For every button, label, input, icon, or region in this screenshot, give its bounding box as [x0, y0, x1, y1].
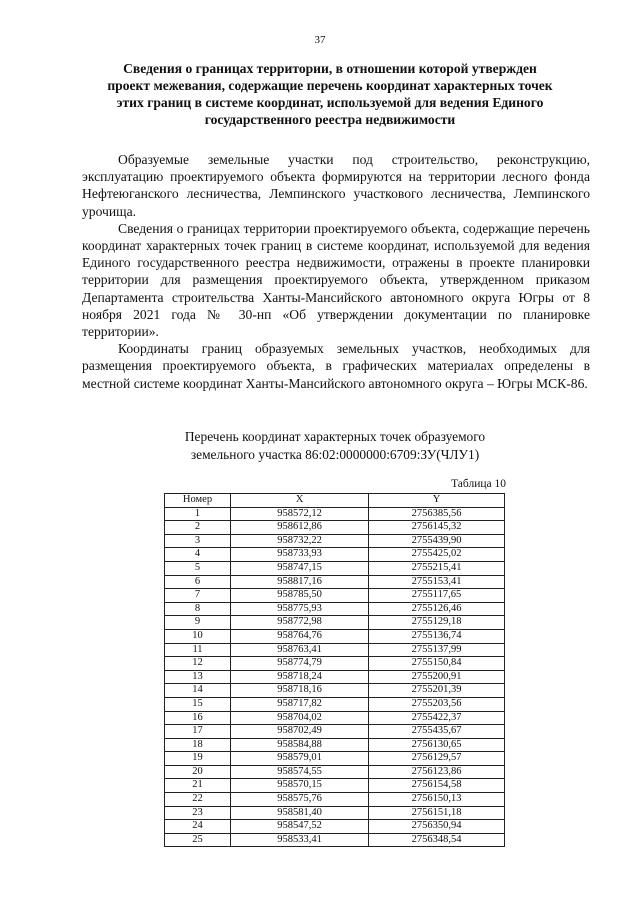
document-title: [70, 60, 590, 128]
table-row: [165, 548, 505, 562]
cell-x: 958718,24: [231, 670, 369, 684]
cell-y: 2756348,54: [369, 833, 505, 847]
table-row: [165, 684, 505, 698]
table-row: [165, 616, 505, 630]
cell-number: 6: [165, 575, 231, 589]
cell-x: 958764,76: [231, 629, 369, 643]
cell-y: 2755153,41: [369, 575, 505, 589]
table-header-row: [165, 494, 505, 508]
cell-number: 8: [165, 602, 231, 616]
cell-y: 2755137,99: [369, 643, 505, 657]
table-row: [165, 670, 505, 684]
cell-y: 2756145,32: [369, 521, 505, 535]
cell-x: 958547,52: [231, 820, 369, 834]
cell-x: 958570,15: [231, 779, 369, 793]
cell-y: 2756130,65: [369, 738, 505, 752]
title-line: этих границ в системе координат, используемой для ведения Единого: [116, 95, 544, 110]
cell-number: 5: [165, 561, 231, 575]
cell-number: 16: [165, 711, 231, 725]
table-row: [165, 657, 505, 671]
cell-x: 958702,49: [231, 725, 369, 739]
table-row: [165, 643, 505, 657]
cell-number: 21: [165, 779, 231, 793]
cell-x: 958775,93: [231, 602, 369, 616]
table-row: [165, 833, 505, 847]
cell-y: 2756385,56: [369, 507, 505, 521]
cell-y: 2755439,90: [369, 534, 505, 548]
caption-line: Перечень координат характерных точек образуемого: [184, 429, 486, 444]
cell-x: 958774,79: [231, 657, 369, 671]
table-row: [165, 507, 505, 521]
cell-x: 958612,86: [231, 521, 369, 535]
cell-number: 4: [165, 548, 231, 562]
cell-y: 2756123,86: [369, 765, 505, 779]
table-row: [165, 752, 505, 766]
cell-x: 958733,93: [231, 548, 369, 562]
cell-x: 958579,01: [231, 752, 369, 766]
table-body: [165, 507, 505, 847]
cell-number: 3: [165, 534, 231, 548]
cell-number: 25: [165, 833, 231, 847]
table-row: [165, 629, 505, 643]
cell-y: 2755136,74: [369, 629, 505, 643]
title-line: государственного реестра недвижимости: [204, 112, 456, 127]
caption-line: земельного участка 86:02:0000000:6709:ЗУ(ЧЛУ1): [190, 446, 480, 462]
cell-number: 19: [165, 752, 231, 766]
cell-x: 958747,15: [231, 561, 369, 575]
header-x: X: [231, 494, 369, 508]
cell-y: 2755129,18: [369, 616, 505, 630]
cell-x: 958575,76: [231, 793, 369, 807]
table-row: [165, 725, 505, 739]
table-row: [165, 793, 505, 807]
cell-x: 958581,40: [231, 806, 369, 820]
table-row: [165, 765, 505, 779]
cell-y: 2755200,91: [369, 670, 505, 684]
cell-y: 2755435,67: [369, 725, 505, 739]
cell-number: 11: [165, 643, 231, 657]
cell-number: 23: [165, 806, 231, 820]
table-row: [165, 575, 505, 589]
page-number: 37: [314, 34, 326, 46]
cell-x: 958732,22: [231, 534, 369, 548]
cell-y: 2755215,41: [369, 561, 505, 575]
table-row: [165, 521, 505, 535]
table-row: [165, 820, 505, 834]
table-caption: [140, 428, 530, 463]
cell-number: 17: [165, 725, 231, 739]
table-row: [165, 711, 505, 725]
cell-y: 2756350,94: [369, 820, 505, 834]
cell-x: 958533,41: [231, 833, 369, 847]
table-row: [165, 561, 505, 575]
paragraph-boundary-info: Сведения о границах территории проектируемого объекта, содержащие перечень координат характерных точек границ в системе координат, используемой для ведения Единого государственного реестра недвижимости, отражены в проекте планировки территории для размещения проектируемого объекта, утвержденном приказом Департамента строительства Ханты-Мансийского автономного округа Югры от 8 ноября 2021 года № 30-нп «Об утверждении документации по планировке территории».: [82, 220, 590, 340]
cell-x: 958584,88: [231, 738, 369, 752]
table-row: [165, 779, 505, 793]
table-row: [165, 602, 505, 616]
table-row: [165, 697, 505, 711]
cell-number: 9: [165, 616, 231, 630]
cell-y: 2755425,02: [369, 548, 505, 562]
cell-y: 2756154,58: [369, 779, 505, 793]
cell-x: 958572,12: [231, 507, 369, 521]
cell-x: 958717,82: [231, 697, 369, 711]
paragraph-coordinate-system: Координаты границ образуемых земельных участков, необходимых для размещения проектируемого объекта, в графических материалах определены в местной системе координат Ханты-Мансийского автономного округа – Югры МСК-86.: [82, 341, 590, 391]
cell-number: 20: [165, 765, 231, 779]
table-row: [165, 806, 505, 820]
cell-number: 24: [165, 820, 231, 834]
cell-y: 2756129,57: [369, 752, 505, 766]
paragraph-land-plots: Образуемые земельные участки под строительство, реконструкцию, эксплуатацию проектируемого объекта формируются на территории лесного фонда Нефтеюганского лесничества, Лемпинского участкового лесничества, Лемпинского урочища.: [82, 152, 590, 219]
cell-number: 7: [165, 589, 231, 603]
table-label: Таблица 10: [451, 478, 506, 490]
cell-number: 22: [165, 793, 231, 807]
cell-x: 958817,16: [231, 575, 369, 589]
cell-number: 1: [165, 507, 231, 521]
title-line: Сведения о границах территории, в отношении которой утвержден: [123, 61, 537, 76]
cell-x: 958785,50: [231, 589, 369, 603]
cell-y: 2756151,18: [369, 806, 505, 820]
cell-number: 18: [165, 738, 231, 752]
cell-y: 2755201,39: [369, 684, 505, 698]
cell-y: 2755203,56: [369, 697, 505, 711]
cell-x: 958574,55: [231, 765, 369, 779]
cell-x: 958763,41: [231, 643, 369, 657]
cell-number: 2: [165, 521, 231, 535]
cell-y: 2755150,84: [369, 657, 505, 671]
cell-number: 15: [165, 697, 231, 711]
cell-x: 958718,16: [231, 684, 369, 698]
cell-number: 10: [165, 629, 231, 643]
body-text: [82, 151, 590, 392]
table-row: [165, 534, 505, 548]
coordinates-table: [164, 493, 505, 847]
cell-y: 2755422,37: [369, 711, 505, 725]
table-row: [165, 738, 505, 752]
header-number: Номер: [165, 494, 231, 508]
cell-y: 2755117,65: [369, 589, 505, 603]
cell-number: 13: [165, 670, 231, 684]
table-row: [165, 589, 505, 603]
cell-x: 958772,98: [231, 616, 369, 630]
cell-y: 2756150,13: [369, 793, 505, 807]
cell-number: 12: [165, 657, 231, 671]
cell-y: 2755126,46: [369, 602, 505, 616]
title-line: проект межевания, содержащие перечень координат характерных точек: [107, 78, 553, 93]
header-y: Y: [369, 494, 505, 508]
cell-number: 14: [165, 684, 231, 698]
cell-x: 958704,02: [231, 711, 369, 725]
